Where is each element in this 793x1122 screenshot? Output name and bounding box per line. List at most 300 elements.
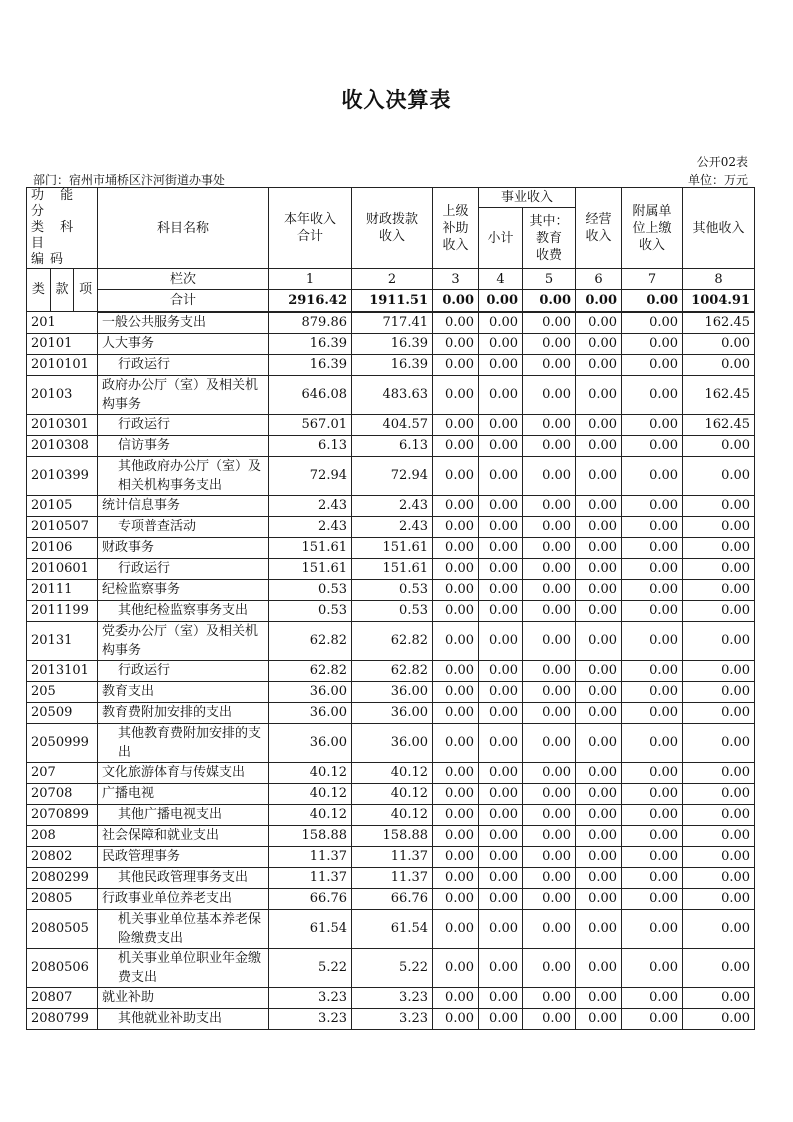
row-value: 0.00 (576, 600, 622, 621)
row-value: 0.53 (269, 579, 352, 600)
table-row (27, 909, 755, 948)
row-code: 2070899 (27, 804, 98, 825)
row-value: 0.00 (683, 681, 755, 702)
row-value: 0.00 (433, 516, 479, 537)
row-value: 0.00 (433, 888, 479, 909)
row-code: 2011199 (27, 600, 98, 621)
row-code: 2080505 (27, 909, 98, 948)
header-func-code-line: 编码 (31, 252, 70, 267)
row-value: 0.00 (622, 987, 683, 1008)
table-row (27, 948, 755, 987)
header-subtotal: 小计 (479, 208, 523, 269)
row-value: 0.00 (622, 312, 683, 334)
row-value: 0.00 (433, 948, 479, 987)
row-value: 0.00 (479, 762, 523, 783)
row-subject-name: 其他政府办公厅（室）及相关机构事务支出 (98, 456, 269, 495)
row-value: 0.00 (576, 909, 622, 948)
row-value: 0.00 (479, 600, 523, 621)
header-line: 合计 (296, 229, 323, 244)
row-subject-name: 行政事业单位养老支出 (98, 888, 269, 909)
row-code: 20802 (27, 846, 98, 867)
row-value: 0.00 (576, 762, 622, 783)
table-row (27, 825, 755, 846)
row-value: 0.00 (523, 537, 576, 558)
row-subject-name: 其他就业补助支出 (98, 1008, 269, 1029)
total-value: 1911.51 (352, 290, 433, 312)
row-value: 0.00 (622, 537, 683, 558)
header-line: 教育 (536, 230, 563, 246)
row-value: 0.00 (523, 435, 576, 456)
row-value: 36.00 (352, 723, 433, 762)
column-number: 2 (352, 269, 433, 290)
row-value: 0.00 (576, 825, 622, 846)
row-value: 0.00 (479, 723, 523, 762)
row-value: 0.00 (683, 558, 755, 579)
column-number: 8 (683, 269, 755, 290)
row-code: 2010301 (27, 414, 98, 435)
row-value: 11.37 (269, 867, 352, 888)
row-value: 62.82 (269, 621, 352, 660)
table-row (27, 456, 755, 495)
row-value: 0.00 (622, 456, 683, 495)
row-value: 0.00 (433, 354, 479, 375)
row-code: 205 (27, 681, 98, 702)
row-value: 11.37 (269, 846, 352, 867)
row-value: 0.00 (433, 762, 479, 783)
row-subject-name: 广播电视 (98, 783, 269, 804)
row-value: 0.00 (683, 579, 755, 600)
table-row (27, 558, 755, 579)
row-value: 0.00 (683, 333, 755, 354)
row-subject-name: 政府办公厅（室）及相关机构事务 (98, 375, 269, 414)
row-value: 36.00 (352, 702, 433, 723)
row-value: 0.00 (479, 888, 523, 909)
header-class-section-item (27, 269, 98, 312)
row-value: 0.00 (683, 456, 755, 495)
row-value: 0.00 (523, 987, 576, 1008)
row-value: 0.00 (433, 621, 479, 660)
row-value: 0.00 (683, 867, 755, 888)
row-value: 0.00 (479, 804, 523, 825)
header-func-code-line: 功 能 分 (31, 188, 80, 219)
row-value: 0.00 (433, 558, 479, 579)
row-value: 0.00 (479, 414, 523, 435)
row-value: 0.00 (479, 621, 523, 660)
row-value: 567.01 (269, 414, 352, 435)
row-value: 0.00 (622, 909, 683, 948)
page-title: 收入决算表 (341, 88, 452, 112)
row-value: 0.00 (479, 987, 523, 1008)
header-line: 财政拨款 (365, 212, 418, 227)
row-code: 20805 (27, 888, 98, 909)
row-value: 16.39 (269, 333, 352, 354)
header-line: 补助 (442, 220, 469, 236)
row-value: 36.00 (352, 681, 433, 702)
row-value: 0.00 (576, 723, 622, 762)
total-value: 0.00 (576, 290, 622, 312)
row-value: 5.22 (269, 948, 352, 987)
row-value: 0.00 (433, 333, 479, 354)
header-line: 收入 (639, 237, 666, 253)
total-row (27, 290, 755, 312)
table-row (27, 516, 755, 537)
row-value: 0.00 (523, 558, 576, 579)
row-code: 20106 (27, 537, 98, 558)
row-value: 646.08 (269, 375, 352, 414)
row-value: 36.00 (269, 723, 352, 762)
column-number: 7 (622, 269, 683, 290)
header-line: 其中： (529, 213, 569, 229)
total-value: 0.00 (622, 290, 683, 312)
row-value: 0.00 (523, 909, 576, 948)
row-code: 201 (27, 312, 98, 334)
table-row (27, 435, 755, 456)
row-value: 0.00 (622, 333, 683, 354)
row-value: 0.00 (683, 762, 755, 783)
header-edu-fee (523, 208, 576, 269)
row-value: 0.00 (576, 312, 622, 334)
row-value: 0.00 (433, 987, 479, 1008)
row-value: 0.00 (576, 804, 622, 825)
row-value: 0.00 (622, 516, 683, 537)
row-value: 483.63 (352, 375, 433, 414)
row-subject-name: 社会保障和就业支出 (98, 825, 269, 846)
row-value: 0.00 (433, 804, 479, 825)
row-value: 0.00 (479, 867, 523, 888)
row-subject-name: 文化旅游体育与传媒支出 (98, 762, 269, 783)
row-value: 0.00 (523, 888, 576, 909)
row-code: 2080299 (27, 867, 98, 888)
header-line: 收费 (536, 247, 563, 263)
row-value: 0.00 (479, 846, 523, 867)
row-value: 0.00 (683, 948, 755, 987)
row-value: 66.76 (269, 888, 352, 909)
row-value: 0.00 (523, 948, 576, 987)
row-subject-name: 财政事务 (98, 537, 269, 558)
table-row (27, 804, 755, 825)
row-code: 2010399 (27, 456, 98, 495)
row-value: 151.61 (352, 558, 433, 579)
row-value: 0.00 (479, 495, 523, 516)
row-value: 0.00 (576, 537, 622, 558)
row-value: 0.00 (683, 354, 755, 375)
row-subject-name: 行政运行 (98, 414, 269, 435)
row-value: 0.00 (479, 660, 523, 681)
row-value: 61.54 (352, 909, 433, 948)
row-value: 0.00 (622, 867, 683, 888)
row-value: 0.00 (622, 354, 683, 375)
row-subject-name: 其他广播电视支出 (98, 804, 269, 825)
header-operating (576, 188, 622, 269)
row-value: 5.22 (352, 948, 433, 987)
row-value: 0.00 (622, 414, 683, 435)
row-value: 0.00 (622, 495, 683, 516)
row-value: 0.00 (479, 681, 523, 702)
row-code: 20101 (27, 333, 98, 354)
table-body (27, 312, 755, 1030)
row-value: 0.00 (683, 783, 755, 804)
header-subject-name: 科目名称 (98, 188, 269, 269)
row-value: 0.00 (576, 354, 622, 375)
row-value: 0.00 (523, 375, 576, 414)
row-value: 6.13 (269, 435, 352, 456)
table-row (27, 762, 755, 783)
row-value: 0.00 (622, 600, 683, 621)
row-value: 0.00 (433, 867, 479, 888)
row-value: 0.00 (479, 312, 523, 334)
row-value: 0.00 (683, 888, 755, 909)
row-value: 0.00 (523, 354, 576, 375)
header-superior-subsidy (433, 188, 479, 269)
row-value: 6.13 (352, 435, 433, 456)
row-subject-name: 教育支出 (98, 681, 269, 702)
row-value: 40.12 (352, 804, 433, 825)
row-value: 0.00 (479, 435, 523, 456)
header-section: 款 (51, 269, 75, 311)
row-value: 162.45 (683, 375, 755, 414)
row-value: 0.53 (352, 600, 433, 621)
row-value: 0.00 (622, 783, 683, 804)
row-value: 0.00 (576, 375, 622, 414)
row-subject-name: 人大事务 (98, 333, 269, 354)
row-value: 0.00 (523, 516, 576, 537)
row-value: 0.00 (479, 456, 523, 495)
table-row (27, 333, 755, 354)
table-row (27, 846, 755, 867)
row-value: 0.00 (479, 375, 523, 414)
row-value: 36.00 (269, 702, 352, 723)
row-value: 0.00 (683, 600, 755, 621)
row-value: 162.45 (683, 414, 755, 435)
income-table (26, 187, 755, 1030)
row-value: 0.00 (622, 723, 683, 762)
row-value: 0.00 (622, 804, 683, 825)
row-value: 717.41 (352, 312, 433, 334)
row-code: 2080506 (27, 948, 98, 987)
row-subject-name: 其他教育费附加安排的支出 (98, 723, 269, 762)
table-row (27, 888, 755, 909)
table-row (27, 1008, 755, 1029)
table-row (27, 600, 755, 621)
row-code: 20131 (27, 621, 98, 660)
header-line: 收入 (442, 237, 469, 253)
row-value: 0.00 (433, 1008, 479, 1029)
row-value: 3.23 (352, 1008, 433, 1029)
row-value: 0.00 (433, 783, 479, 804)
row-value: 2.43 (352, 516, 433, 537)
header-line: 上级 (442, 203, 469, 219)
column-label: 栏次 (98, 269, 269, 290)
row-subject-name: 行政运行 (98, 660, 269, 681)
table-row (27, 681, 755, 702)
row-value: 0.00 (523, 702, 576, 723)
header-line: 经营 (585, 212, 612, 227)
row-value: 0.00 (576, 702, 622, 723)
row-value: 0.00 (576, 888, 622, 909)
row-subject-name: 统计信息事务 (98, 495, 269, 516)
row-code: 2080799 (27, 1008, 98, 1029)
row-value: 0.00 (576, 846, 622, 867)
row-value: 0.00 (622, 435, 683, 456)
row-value: 0.00 (683, 1008, 755, 1029)
total-label: 合计 (98, 290, 269, 312)
row-subject-name: 其他民政管理事务支出 (98, 867, 269, 888)
row-value: 0.00 (683, 909, 755, 948)
row-subject-name: 机关事业单位基本养老保险缴费支出 (98, 909, 269, 948)
row-value: 0.00 (433, 375, 479, 414)
column-number: 4 (479, 269, 523, 290)
row-code: 2010308 (27, 435, 98, 456)
row-value: 62.82 (352, 621, 433, 660)
row-value: 0.00 (622, 888, 683, 909)
row-subject-name: 其他纪检监察事务支出 (98, 600, 269, 621)
row-value: 72.94 (269, 456, 352, 495)
row-value: 3.23 (269, 987, 352, 1008)
row-value: 0.00 (433, 660, 479, 681)
table-row (27, 579, 755, 600)
row-value: 16.39 (269, 354, 352, 375)
row-value: 0.00 (576, 435, 622, 456)
row-value: 158.88 (352, 825, 433, 846)
row-value: 0.00 (622, 762, 683, 783)
row-subject-name: 教育费附加安排的支出 (98, 702, 269, 723)
row-code: 20103 (27, 375, 98, 414)
row-subject-name: 一般公共服务支出 (98, 312, 269, 334)
row-value: 0.00 (479, 333, 523, 354)
row-code: 2050999 (27, 723, 98, 762)
row-value: 0.00 (479, 1008, 523, 1029)
row-value: 0.00 (576, 681, 622, 702)
row-subject-name: 专项普查活动 (98, 516, 269, 537)
row-code: 2010507 (27, 516, 98, 537)
table-row (27, 312, 755, 334)
row-value: 0.00 (683, 495, 755, 516)
row-value: 0.00 (479, 783, 523, 804)
total-value: 0.00 (433, 290, 479, 312)
row-value: 16.39 (352, 354, 433, 375)
row-code: 20105 (27, 495, 98, 516)
row-value: 66.76 (352, 888, 433, 909)
row-value: 40.12 (352, 762, 433, 783)
row-code: 2010601 (27, 558, 98, 579)
row-value: 72.94 (352, 456, 433, 495)
table-row (27, 414, 755, 435)
row-value: 0.00 (433, 909, 479, 948)
row-value: 0.00 (622, 558, 683, 579)
row-value: 0.00 (523, 414, 576, 435)
department-label: 部门：宿州市埇桥区汴河街道办事处 (33, 173, 226, 187)
row-value: 11.37 (352, 846, 433, 867)
row-value: 61.54 (269, 909, 352, 948)
row-subject-name: 行政运行 (98, 558, 269, 579)
row-value: 0.00 (683, 723, 755, 762)
column-number: 3 (433, 269, 479, 290)
row-subject-name: 民政管理事务 (98, 846, 269, 867)
row-value: 0.00 (523, 495, 576, 516)
row-value: 0.00 (683, 702, 755, 723)
table-row (27, 783, 755, 804)
form-number: 公开02表 (696, 155, 748, 169)
row-value: 2.43 (269, 516, 352, 537)
header-affiliated (622, 188, 683, 269)
row-value: 0.00 (683, 435, 755, 456)
row-value: 0.00 (576, 333, 622, 354)
row-value: 0.00 (479, 558, 523, 579)
row-value: 40.12 (269, 783, 352, 804)
row-code: 2010101 (27, 354, 98, 375)
row-value: 40.12 (269, 804, 352, 825)
table-row (27, 723, 755, 762)
table-row (27, 660, 755, 681)
row-value: 0.00 (622, 681, 683, 702)
row-value: 0.00 (523, 762, 576, 783)
total-value: 0.00 (523, 290, 576, 312)
table-row (27, 354, 755, 375)
row-code: 20111 (27, 579, 98, 600)
row-value: 0.00 (523, 600, 576, 621)
row-value: 36.00 (269, 681, 352, 702)
row-value: 0.00 (523, 621, 576, 660)
table-row (27, 867, 755, 888)
row-code: 20708 (27, 783, 98, 804)
row-value: 0.00 (433, 681, 479, 702)
row-value: 0.00 (683, 621, 755, 660)
row-subject-name: 党委办公厅（室）及相关机构事务 (98, 621, 269, 660)
header-other: 其他收入 (683, 188, 755, 269)
row-value: 0.00 (479, 516, 523, 537)
row-value: 0.00 (622, 948, 683, 987)
row-value: 0.00 (523, 333, 576, 354)
table-header (27, 188, 755, 312)
row-code: 20807 (27, 987, 98, 1008)
row-value: 151.61 (269, 537, 352, 558)
row-value: 0.00 (433, 414, 479, 435)
table-row (27, 537, 755, 558)
row-value: 0.00 (576, 660, 622, 681)
row-code: 208 (27, 825, 98, 846)
total-value: 1004.91 (683, 290, 755, 312)
row-value: 0.00 (523, 783, 576, 804)
row-value: 0.00 (433, 495, 479, 516)
row-value: 0.00 (683, 516, 755, 537)
header-line: 附属单 (632, 203, 672, 219)
row-value: 0.00 (523, 1008, 576, 1029)
header-total-income (269, 188, 352, 269)
row-value: 2.43 (269, 495, 352, 516)
row-value: 2.43 (352, 495, 433, 516)
row-value: 0.00 (683, 537, 755, 558)
row-value: 62.82 (269, 660, 352, 681)
row-value: 11.37 (352, 867, 433, 888)
unit-label: 单位：万元 (687, 173, 748, 187)
row-subject-name: 纪检监察事务 (98, 579, 269, 600)
total-value: 0.00 (479, 290, 523, 312)
row-value: 0.00 (622, 702, 683, 723)
row-value: 0.00 (479, 579, 523, 600)
row-subject-name: 信访事务 (98, 435, 269, 456)
row-value: 162.45 (683, 312, 755, 334)
row-value: 0.00 (683, 660, 755, 681)
row-value: 0.00 (433, 456, 479, 495)
row-value: 0.00 (576, 948, 622, 987)
header-func-code (27, 188, 98, 269)
row-subject-name: 机关事业单位职业年金缴费支出 (98, 948, 269, 987)
row-value: 0.00 (576, 867, 622, 888)
row-value: 0.00 (433, 825, 479, 846)
row-value: 0.00 (576, 783, 622, 804)
row-value: 0.00 (523, 660, 576, 681)
row-value: 0.00 (683, 804, 755, 825)
